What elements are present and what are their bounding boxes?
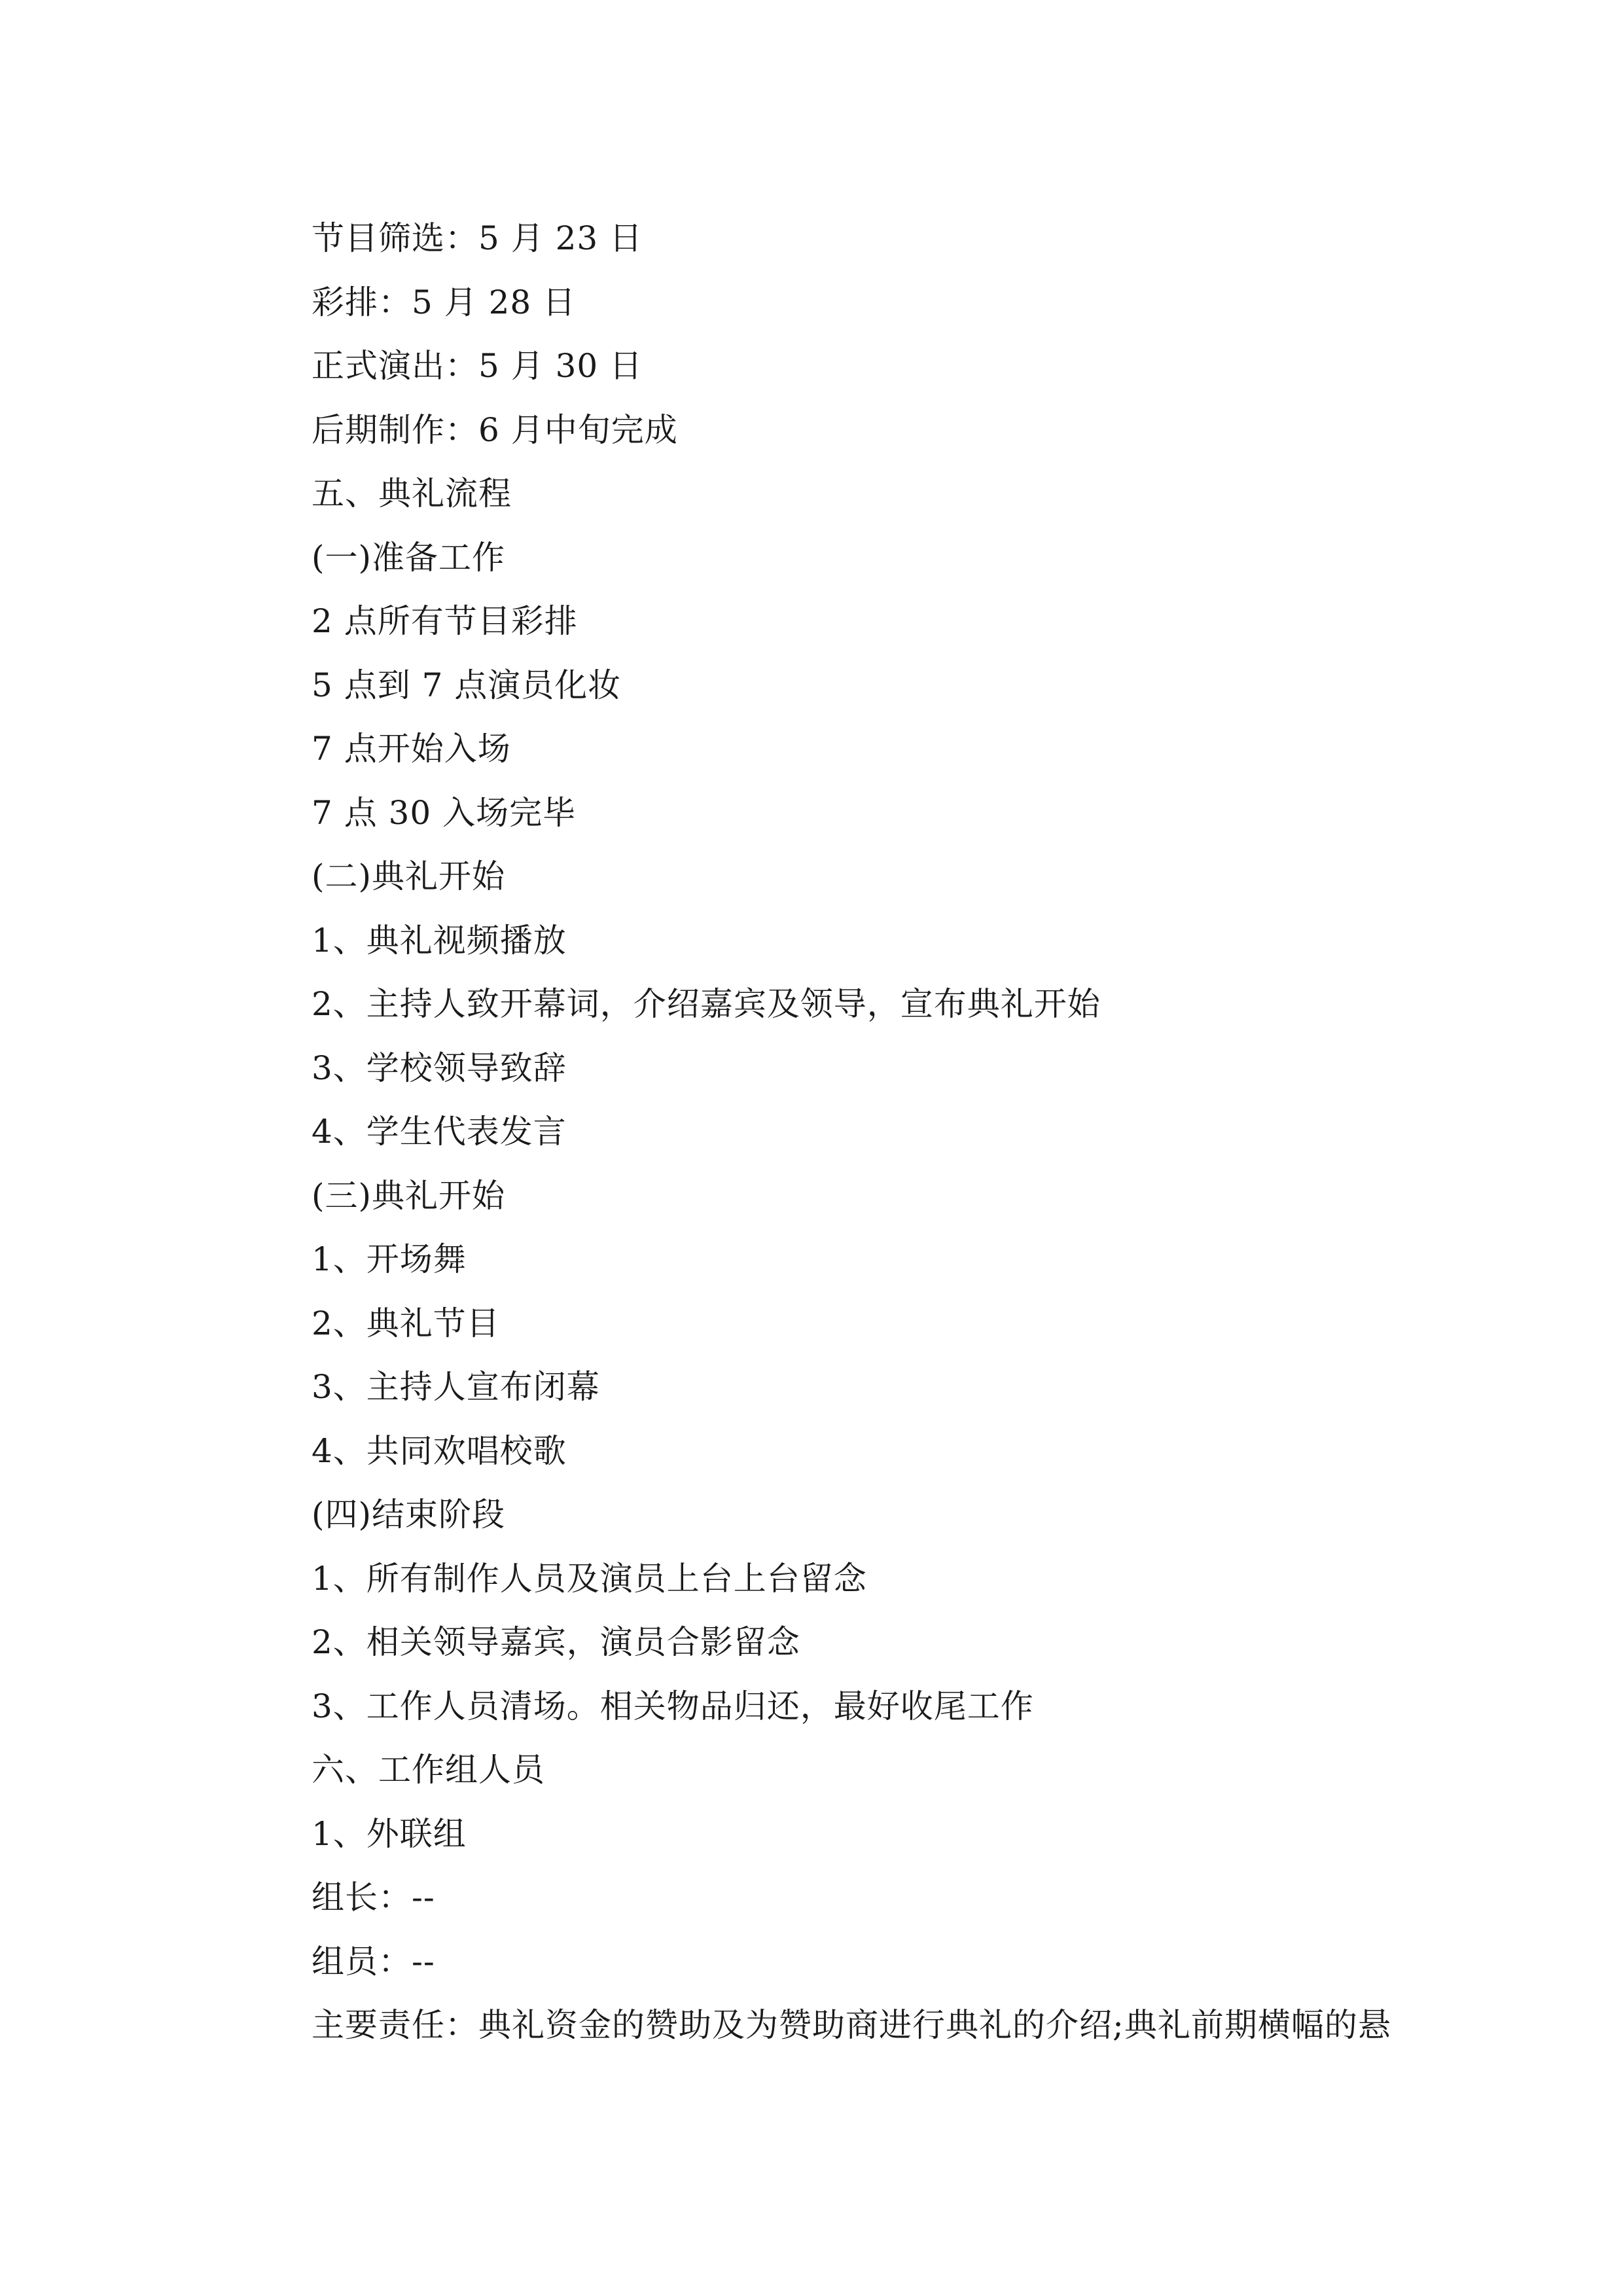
subsection-heading-ceremony-start-2: (三)典礼开始	[312, 1176, 506, 1215]
list-item: 2、典礼节目	[312, 1304, 500, 1342]
main-responsibility: 主要责任：典礼资金的赞助及为赞助商进行典礼的介绍;典礼前期横幅的悬	[312, 2006, 1391, 2044]
list-item: 7 点 30 入场完毕	[312, 793, 577, 832]
subsection-heading-ceremony-start: (二)典礼开始	[312, 857, 506, 895]
list-item: 3、工作人员清场。相关物品归还，最好收尾工作	[312, 1687, 1034, 1725]
list-item: 2、相关领导嘉宾，演员合影留念	[312, 1623, 800, 1661]
list-item: 1、外联组	[312, 1814, 467, 1853]
list-item: 3、主持人宣布闭幕	[312, 1368, 600, 1406]
list-item: 2 点所有节目彩排	[312, 602, 578, 640]
list-item: 4、共同欢唱校歌	[312, 1431, 567, 1470]
list-item: 4、学生代表发言	[312, 1113, 567, 1151]
section-heading-staff: 六、工作组人员	[312, 1751, 545, 1789]
document-body	[312, 207, 1424, 2058]
list-item: 1、所有制作人员及演员上台上台留念	[312, 1559, 867, 1598]
list-item: 1、典礼视频播放	[312, 921, 567, 960]
section-heading-ceremony-process: 五、典礼流程	[312, 475, 512, 512]
schedule-postproduction: 后期制作：6 月中旬完成	[312, 410, 678, 449]
subsection-heading-preparation: (一)准备工作	[312, 538, 506, 577]
list-item: 7 点开始入场	[312, 730, 511, 768]
subsection-heading-closing: (四)结束阶段	[312, 1496, 506, 1534]
list-item: 5 点到 7 点演员化妆	[312, 666, 622, 704]
schedule-screening: 节目筛选：5 月 23 日	[312, 219, 643, 257]
list-item: 1、开场舞	[312, 1240, 467, 1278]
schedule-performance: 正式演出：5 月 30 日	[312, 347, 643, 385]
list-item: 3、学校领导致辞	[312, 1049, 567, 1087]
group-leader: 组长：--	[312, 1878, 435, 1916]
group-members: 组员：--	[312, 1942, 435, 1981]
list-item: 2、主持人致开幕词，介绍嘉宾及领导，宣布典礼开始	[312, 985, 1101, 1023]
schedule-rehearsal: 彩排：5 月 28 日	[312, 283, 577, 321]
